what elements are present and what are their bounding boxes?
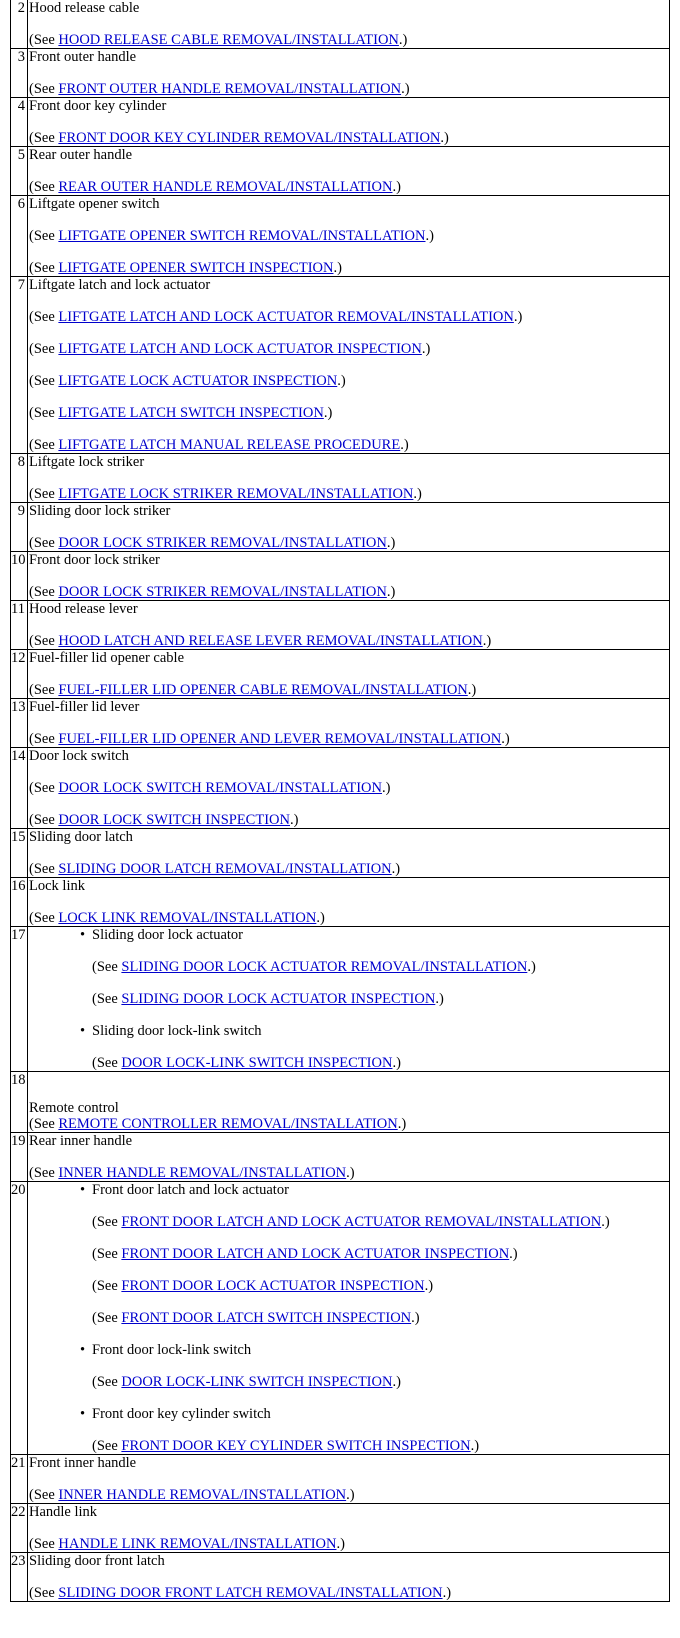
item-number: 15 [11, 829, 28, 878]
item-number: 8 [11, 454, 28, 503]
item-number: 23 [11, 1553, 28, 1602]
reference-line [28, 1165, 669, 1181]
table-row [11, 552, 670, 601]
procedure-link[interactable]: DOOR LOCK-LINK SWITCH INSPECTION [121, 1055, 393, 1071]
reference-suffix: .) [435, 991, 444, 1007]
reference-suffix: .) [290, 812, 299, 828]
bullet-item: • Front door lock-link switch [80, 1342, 669, 1358]
table-row [11, 277, 670, 454]
item-number: 18 [11, 1072, 28, 1133]
reference-suffix: .) [323, 405, 333, 421]
reference-line [28, 535, 669, 551]
component-name: Liftgate lock striker [29, 454, 145, 470]
reference-line [28, 32, 669, 48]
reference-suffix: .) [467, 682, 477, 698]
reference-suffix: .) [513, 309, 523, 325]
reference-line [80, 1055, 669, 1071]
item-content [28, 552, 670, 601]
reference-prefix: (See [29, 780, 59, 796]
component-reference-table [10, 0, 670, 1602]
component-name: Liftgate opener switch [29, 196, 160, 212]
component-name: Sliding door lock striker [29, 503, 171, 519]
reference-prefix: (See [92, 1246, 122, 1262]
reference-suffix: .) [382, 780, 391, 796]
procedure-link[interactable]: DOOR LOCK-LINK SWITCH INSPECTION [121, 1374, 393, 1390]
procedure-link[interactable]: FRONT OUTER HANDLE REMOVAL/INSTALLATION [58, 81, 402, 97]
reference-suffix: .) [333, 260, 342, 276]
component-name: Front inner handle [29, 1455, 137, 1471]
reference-prefix: (See [92, 959, 122, 975]
reference-prefix: (See [29, 260, 59, 276]
procedure-link[interactable]: DOOR LOCK SWITCH INSPECTION [58, 812, 290, 828]
item-number: 14 [11, 748, 28, 829]
procedure-link[interactable]: LIFTGATE LATCH SWITCH INSPECTION [58, 405, 324, 421]
bullet-item: • Front door latch and lock actuator [80, 1182, 669, 1198]
component-name: Handle link [29, 1504, 98, 1520]
reference-prefix: (See [29, 179, 59, 195]
reference-suffix: .) [601, 1214, 610, 1230]
reference-prefix: (See [29, 682, 59, 698]
item-content [28, 829, 670, 878]
reference-line [28, 1585, 669, 1601]
item-content [28, 748, 670, 829]
reference-prefix: (See [29, 373, 59, 389]
reference-suffix: .) [509, 1246, 518, 1262]
reference-suffix: .) [392, 1374, 401, 1390]
procedure-link[interactable]: HOOD LATCH AND RELEASE LEVER REMOVAL/INSTALLATION [58, 633, 483, 649]
reference-line [28, 812, 669, 828]
reference-prefix: (See [29, 1487, 59, 1503]
component-name: Door lock switch [29, 748, 129, 764]
item-content [28, 454, 670, 503]
table-row [11, 829, 670, 878]
item-content [28, 1182, 670, 1455]
item-content [28, 927, 670, 1072]
reference-suffix: .) [386, 584, 396, 600]
reference-prefix: (See [29, 1536, 59, 1552]
reference-prefix: (See [29, 309, 59, 325]
procedure-link[interactable]: SLIDING DOOR LATCH REMOVAL/INSTALLATION [58, 861, 392, 877]
reference-prefix: (See [29, 32, 59, 48]
procedure-link[interactable]: LOCK LINK REMOVAL/INSTALLATION [58, 910, 317, 926]
reference-prefix: (See [29, 341, 59, 357]
procedure-link[interactable]: FRONT DOOR LATCH AND LOCK ACTUATOR REMOVAL/INSTALLATION [121, 1214, 602, 1230]
reference-prefix: (See [29, 1585, 59, 1601]
reference-prefix: (See [29, 861, 59, 877]
reference-suffix: .) [501, 731, 510, 747]
procedure-link[interactable]: INNER HANDLE REMOVAL/INSTALLATION [58, 1487, 347, 1503]
component-name: Hood release cable [29, 0, 140, 16]
item-content [28, 1455, 670, 1504]
item-content [28, 49, 670, 98]
reference-line [28, 1536, 669, 1552]
reference-suffix: .) [337, 373, 346, 389]
component-name: Fuel-filler lid lever [29, 699, 140, 715]
reference-line [28, 1116, 669, 1132]
item-number: 19 [11, 1133, 28, 1182]
table-row [11, 878, 670, 927]
reference-suffix: .) [482, 633, 492, 649]
component-name: Hood release lever [29, 601, 138, 617]
item-number: 10 [11, 552, 28, 601]
table-row [11, 454, 670, 503]
procedure-link[interactable]: FRONT DOOR LOCK ACTUATOR INSPECTION [121, 1278, 425, 1294]
item-content [28, 503, 670, 552]
table-row [11, 1133, 670, 1182]
reference-line [28, 861, 669, 877]
reference-prefix: (See [92, 1055, 122, 1071]
reference-line [28, 1487, 669, 1503]
bullet-item: • Sliding door lock actuator [80, 927, 669, 943]
item-content [28, 1133, 670, 1182]
reference-suffix: .) [392, 179, 401, 195]
reference-suffix: .) [470, 1438, 480, 1454]
reference-line [28, 633, 669, 649]
reference-prefix: (See [29, 228, 59, 244]
procedure-link[interactable]: FUEL-FILLER LID OPENER CABLE REMOVAL/INSTALLATION [58, 682, 468, 698]
component-name: Rear outer handle [29, 147, 133, 163]
reference-prefix: (See [29, 535, 59, 551]
reference-suffix: .) [401, 81, 410, 97]
table-row [11, 699, 670, 748]
reference-line [28, 373, 669, 389]
reference-prefix: (See [29, 130, 59, 146]
reference-suffix: .) [421, 341, 431, 357]
reference-suffix: .) [424, 1278, 434, 1294]
reference-line [28, 682, 669, 698]
reference-line [80, 1246, 669, 1262]
reference-line [28, 341, 669, 357]
table-row [11, 196, 670, 277]
reference-suffix: .) [411, 1310, 420, 1326]
reference-line [28, 130, 669, 146]
reference-suffix: .) [400, 437, 409, 453]
item-number: 12 [11, 650, 28, 699]
item-content [28, 1504, 670, 1553]
item-number: 4 [11, 98, 28, 147]
item-content [28, 878, 670, 927]
reference-prefix: (See [29, 910, 59, 926]
reference-line [80, 959, 669, 975]
procedure-link[interactable]: LIFTGATE LATCH MANUAL RELEASE PROCEDURE [58, 437, 401, 453]
remote-control-block [28, 1072, 669, 1132]
reference-line [28, 309, 669, 325]
table-row [11, 1553, 670, 1602]
reference-suffix: .) [392, 1055, 401, 1071]
reference-line [80, 991, 669, 1007]
reference-line [28, 437, 669, 453]
item-number: 6 [11, 196, 28, 277]
reference-prefix: (See [29, 81, 59, 97]
bullet-item: • Front door key cylinder switch [80, 1406, 669, 1422]
item-content [28, 1072, 670, 1133]
reference-line [28, 486, 669, 502]
bullet-list [28, 1182, 669, 1454]
table-row [11, 1182, 670, 1455]
item-number: 2 [11, 0, 28, 49]
table-row [11, 1072, 670, 1133]
reference-suffix: .) [336, 1536, 345, 1552]
reference-prefix: (See [29, 437, 59, 453]
reference-prefix: (See [92, 1438, 122, 1454]
procedure-link[interactable]: LIFTGATE LATCH AND LOCK ACTUATOR REMOVAL/INSTALLATION [58, 309, 514, 325]
reference-line [28, 780, 669, 796]
reference-suffix: .) [413, 486, 422, 502]
reference-prefix: (See [29, 731, 59, 747]
component-name: Front door lock striker [29, 552, 160, 568]
reference-line [28, 81, 669, 97]
reference-line [28, 910, 669, 926]
component-name: Front door key cylinder [29, 98, 167, 114]
item-content [28, 196, 670, 277]
item-content [28, 147, 670, 196]
item-content [28, 1553, 670, 1602]
reference-prefix: (See [29, 486, 59, 502]
reference-suffix: .) [527, 959, 536, 975]
item-number: 17 [11, 927, 28, 1072]
procedure-link[interactable]: DOOR LOCK STRIKER REMOVAL/INSTALLATION [58, 535, 387, 551]
procedure-link[interactable]: HANDLE LINK REMOVAL/INSTALLATION [58, 1536, 337, 1552]
reference-line [80, 1310, 669, 1326]
table-row [11, 147, 670, 196]
table-row [11, 748, 670, 829]
procedure-link[interactable]: FRONT DOOR KEY CYLINDER SWITCH INSPECTION [121, 1438, 471, 1454]
table-row [11, 1455, 670, 1504]
bullet-item: • Sliding door lock-link switch [80, 1023, 669, 1039]
procedure-link[interactable]: SLIDING DOOR LOCK ACTUATOR REMOVAL/INSTALLATION [121, 959, 528, 975]
procedure-link[interactable]: SLIDING DOOR FRONT LATCH REMOVAL/INSTALLATION [58, 1585, 443, 1601]
procedure-link[interactable]: HOOD RELEASE CABLE REMOVAL/INSTALLATION [58, 32, 399, 48]
reference-prefix: (See [92, 1214, 122, 1230]
table-body [11, 0, 670, 1602]
item-number: 7 [11, 277, 28, 454]
reference-prefix: (See [92, 991, 122, 1007]
procedure-link[interactable]: FRONT DOOR LATCH SWITCH INSPECTION [121, 1310, 412, 1326]
reference-prefix: (See [92, 1310, 122, 1326]
item-number: 11 [11, 601, 28, 650]
procedure-link[interactable]: LIFTGATE OPENER SWITCH INSPECTION [58, 260, 334, 276]
reference-line [28, 584, 669, 600]
table-row [11, 650, 670, 699]
item-content [28, 277, 670, 454]
item-number: 20 [11, 1182, 28, 1455]
component-name: Liftgate latch and lock actuator [29, 277, 211, 293]
reference-line [28, 405, 669, 421]
reference-line [80, 1374, 669, 1390]
procedure-link[interactable]: FRONT DOOR KEY CYLINDER REMOVAL/INSTALLATION [58, 130, 441, 146]
reference-suffix: .) [425, 228, 434, 244]
reference-suffix: .) [346, 1487, 355, 1503]
item-content [28, 699, 670, 748]
item-number: 5 [11, 147, 28, 196]
reference-prefix: (See [29, 1165, 59, 1181]
reference-line [80, 1438, 669, 1454]
reference-suffix: .) [397, 1116, 407, 1132]
item-number: 21 [11, 1455, 28, 1504]
reference-prefix: (See [29, 1116, 59, 1132]
procedure-link[interactable]: FUEL-FILLER LID OPENER AND LEVER REMOVAL/INSTALLATION [58, 731, 502, 747]
reference-prefix: (See [92, 1278, 122, 1294]
procedure-link[interactable]: DOOR LOCK STRIKER REMOVAL/INSTALLATION [58, 584, 387, 600]
component-name: Remote control [29, 1100, 119, 1116]
component-name: Front outer handle [29, 49, 137, 65]
item-content [28, 601, 670, 650]
item-number: 3 [11, 49, 28, 98]
reference-suffix: .) [398, 32, 408, 48]
reference-line [80, 1278, 669, 1294]
reference-prefix: (See [29, 633, 59, 649]
reference-prefix: (See [29, 584, 59, 600]
reference-line [28, 179, 669, 195]
reference-suffix: .) [391, 861, 401, 877]
reference-prefix: (See [29, 405, 59, 421]
procedure-link[interactable]: LIFTGATE OPENER SWITCH REMOVAL/INSTALLATION [58, 228, 426, 244]
component-name: Fuel-filler lid opener cable [29, 650, 185, 666]
reference-suffix: .) [440, 130, 449, 146]
item-content [28, 650, 670, 699]
bullet-list [28, 927, 669, 1071]
reference-line [80, 1214, 669, 1230]
component-name: Sliding door latch [29, 829, 133, 845]
reference-line [28, 260, 669, 276]
reference-prefix: (See [29, 812, 59, 828]
procedure-link[interactable]: LIFTGATE LOCK STRIKER REMOVAL/INSTALLATION [58, 486, 414, 502]
table-row [11, 49, 670, 98]
item-number: 13 [11, 699, 28, 748]
table-row [11, 927, 670, 1072]
reference-suffix: .) [386, 535, 396, 551]
reference-suffix: .) [316, 910, 325, 926]
item-content [28, 0, 670, 49]
item-number: 9 [11, 503, 28, 552]
procedure-link[interactable]: INNER HANDLE REMOVAL/INSTALLATION [58, 1165, 347, 1181]
procedure-link[interactable]: FRONT DOOR LATCH AND LOCK ACTUATOR INSPECTION [121, 1246, 510, 1262]
reference-suffix: .) [346, 1165, 355, 1181]
procedure-link[interactable]: REAR OUTER HANDLE REMOVAL/INSTALLATION [58, 179, 393, 195]
reference-prefix: (See [92, 1374, 122, 1390]
table-row [11, 601, 670, 650]
table-row [11, 1504, 670, 1553]
component-name: Sliding door front latch [29, 1553, 165, 1569]
table-row [11, 98, 670, 147]
reference-line [28, 228, 669, 244]
item-number: 22 [11, 1504, 28, 1553]
table-row [11, 0, 670, 49]
procedure-link[interactable]: LIFTGATE LATCH AND LOCK ACTUATOR INSPECTION [58, 341, 422, 357]
component-name: Lock link [29, 878, 85, 894]
item-number: 16 [11, 878, 28, 927]
component-name: Rear inner handle [29, 1133, 133, 1149]
procedure-link[interactable]: REMOTE CONTROLLER REMOVAL/INSTALLATION [58, 1116, 398, 1132]
reference-suffix: .) [442, 1585, 452, 1601]
item-content [28, 98, 670, 147]
table-row [11, 503, 670, 552]
procedure-link[interactable]: DOOR LOCK SWITCH REMOVAL/INSTALLATION [58, 780, 382, 796]
reference-line [28, 731, 669, 747]
procedure-link[interactable]: SLIDING DOOR LOCK ACTUATOR INSPECTION [121, 991, 436, 1007]
procedure-link[interactable]: LIFTGATE LOCK ACTUATOR INSPECTION [58, 373, 338, 389]
